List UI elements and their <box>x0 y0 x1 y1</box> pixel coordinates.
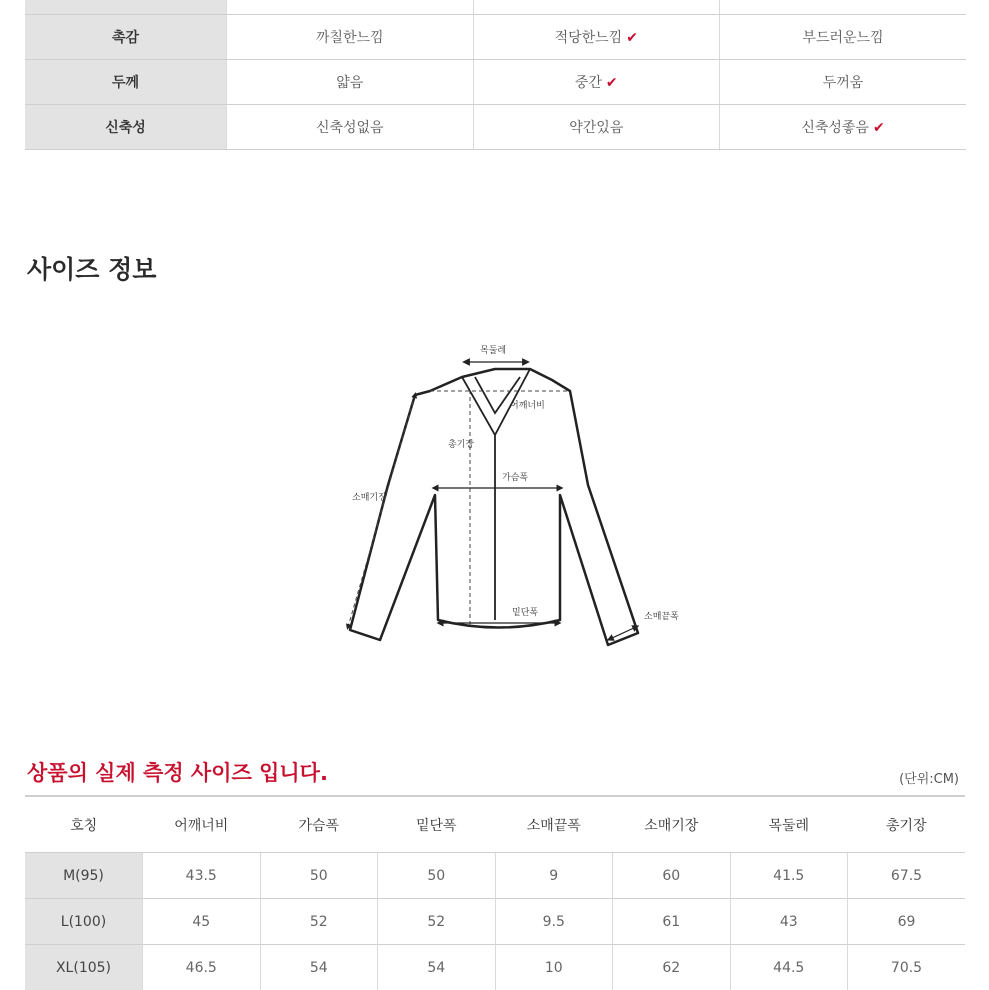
property-value: 부드러운느낌 <box>720 15 967 60</box>
property-label: 두께 <box>25 60 227 105</box>
column-header: 가슴폭 <box>260 796 378 853</box>
table-cell: 54 <box>260 945 378 990</box>
property-value <box>473 0 720 15</box>
table-row <box>25 853 965 899</box>
property-label: 신축성 <box>25 105 227 150</box>
property-row <box>25 0 966 15</box>
table-cell: 52 <box>260 899 378 945</box>
sleeve-arrow <box>348 395 415 627</box>
column-header: 호칭 <box>25 796 143 853</box>
table-cell: 45 <box>143 899 261 945</box>
size-name: M(95) <box>25 853 143 899</box>
table-cell: 52 <box>378 899 496 945</box>
table-cell: 54 <box>378 945 496 990</box>
table-cell: 9.5 <box>495 899 613 945</box>
property-value: 약간있음 <box>473 105 720 150</box>
property-label: 촉감 <box>25 15 227 60</box>
cuff-arrow <box>610 627 636 639</box>
table-cell: 43.5 <box>143 853 261 899</box>
property-value: 신축성없음 <box>227 105 474 150</box>
column-header: 밑단폭 <box>378 796 496 853</box>
property-value: 두꺼움 <box>720 60 967 105</box>
table-cell: 43 <box>730 899 848 945</box>
hem-label: 밑단폭 <box>512 606 538 618</box>
table-cell: 44.5 <box>730 945 848 990</box>
property-row-stretch <box>25 105 966 150</box>
size-table-header <box>25 796 965 853</box>
length-label: 총기장 <box>448 438 474 450</box>
chest-label: 가슴폭 <box>502 471 528 483</box>
property-row-touch <box>25 15 966 60</box>
sleeve-label: 소매기장 <box>352 491 387 503</box>
unit-label: (단위:CM) <box>899 768 959 787</box>
table-cell: 67.5 <box>848 853 966 899</box>
property-value: 신축성좋음 ✔ <box>720 105 967 150</box>
column-header: 총기장 <box>848 796 966 853</box>
property-value: 얇음 <box>227 60 474 105</box>
check-icon: ✔ <box>626 30 638 46</box>
table-cell: 70.5 <box>848 945 966 990</box>
property-label <box>25 0 227 15</box>
table-cell: 50 <box>260 853 378 899</box>
check-icon: ✔ <box>606 75 618 91</box>
property-value <box>227 0 474 15</box>
property-value: 중간 ✔ <box>473 60 720 105</box>
size-table <box>25 795 965 990</box>
table-cell: 50 <box>378 853 496 899</box>
column-header: 어깨너비 <box>143 796 261 853</box>
size-name: XL(105) <box>25 945 143 990</box>
table-row <box>25 899 965 945</box>
table-cell: 60 <box>613 853 731 899</box>
check-icon: ✔ <box>873 120 885 136</box>
table-cell: 61 <box>613 899 731 945</box>
column-header: 소매끝폭 <box>495 796 613 853</box>
fabric-properties-table <box>25 0 966 150</box>
table-cell: 69 <box>848 899 966 945</box>
column-header: 소매기장 <box>613 796 731 853</box>
table-cell: 62 <box>613 945 731 990</box>
property-value: 까칠한느낌 <box>227 15 474 60</box>
measure-title: 상품의 실제 측정 사이즈 입니다. <box>27 757 328 787</box>
table-cell: 10 <box>495 945 613 990</box>
property-row-thickness <box>25 60 966 105</box>
size-info-title: 사이즈 정보 <box>27 250 156 286</box>
property-value: 적당한느낌 ✔ <box>473 15 720 60</box>
table-cell: 41.5 <box>730 853 848 899</box>
size-diagram <box>330 335 700 665</box>
column-header: 목둘레 <box>730 796 848 853</box>
table-cell: 9 <box>495 853 613 899</box>
property-value <box>720 0 967 15</box>
table-row <box>25 945 965 990</box>
neck-label: 목둘레 <box>480 344 506 356</box>
shirt-diagram-svg <box>330 335 700 665</box>
cuff-label: 소매끝폭 <box>644 610 679 622</box>
size-name: L(100) <box>25 899 143 945</box>
table-cell: 46.5 <box>143 945 261 990</box>
shoulder-label: 어깨너비 <box>510 399 545 411</box>
